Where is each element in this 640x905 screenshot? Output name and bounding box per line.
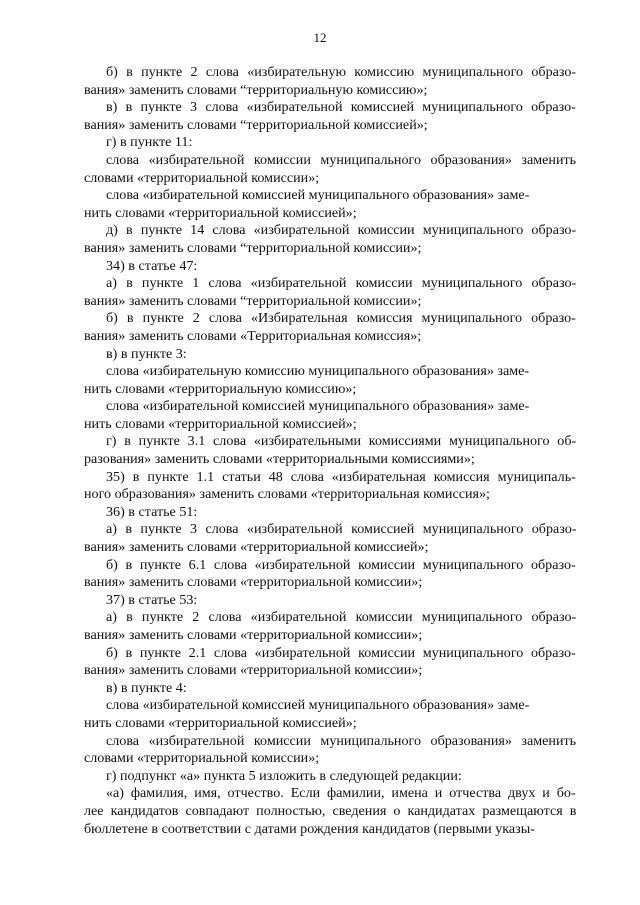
paragraph-p13 bbox=[84, 433, 576, 468]
text-line: вания» заменить словами «территориальной комиссии»; bbox=[84, 574, 423, 591]
text-line: нить словами «территориальной комиссией»; bbox=[84, 204, 357, 221]
paragraph-p11 bbox=[84, 363, 576, 398]
text-line: б) в пункте 2 слова «Избирательная комиссия муниципального образо- bbox=[106, 310, 576, 327]
text-line: б) в пункте 6.1 слова «избирательной комиссии муниципального образо- bbox=[106, 556, 576, 573]
paragraph-p22 bbox=[84, 697, 576, 732]
text-line: вания» заменить словами “территориальной комиссией»; bbox=[84, 116, 428, 133]
text-line: а) в пункте 2 слова «избирательной комиссии муниципального образо- bbox=[106, 609, 577, 626]
paragraph-p23 bbox=[84, 733, 576, 768]
text-line: 35) в пункте 1.1 статьи 48 слова «избирательная комиссия муниципаль- bbox=[106, 468, 576, 485]
text-line: слова «избирательной комиссией муниципального образования» заме- bbox=[106, 187, 530, 204]
paragraph-p9 bbox=[84, 310, 576, 345]
text-line: г) в пункте 3.1 слова «избирательными комиссиями муниципального об- bbox=[106, 433, 577, 450]
text-line: вания» заменить словами “территориальную комиссию»; bbox=[84, 81, 428, 98]
text-line: нить словами «территориальной комиссией»; bbox=[84, 415, 357, 432]
text-line: в) в пункте 3 слова «избирательной комиссией муниципального образо- bbox=[106, 99, 576, 116]
text-line: вания» заменить словами «территориальной комиссии»; bbox=[84, 627, 423, 643]
text-line: вания» заменить словами «Территориальная комиссия»; bbox=[84, 327, 422, 344]
text-line: вания» заменить словами «территориальной комиссией»; bbox=[84, 539, 429, 556]
paragraph-p21 bbox=[84, 680, 576, 698]
paragraph-p25 bbox=[84, 785, 576, 838]
paragraph-p14 bbox=[84, 469, 576, 504]
text-line: 37) в статье 53: bbox=[106, 591, 198, 608]
text-line: слова «избирательную комиссию муниципального образования» заме- bbox=[106, 363, 530, 380]
text-line: нить словами «территориальную комиссию»; bbox=[84, 380, 357, 397]
text-line: слова «избирательной комиссии муниципального образования» заменить bbox=[106, 151, 577, 168]
paragraph-p1 bbox=[84, 64, 576, 99]
text-line: б) в пункте 2.1 слова «избирательной комиссии муниципального образо- bbox=[106, 644, 576, 661]
paragraph-p10 bbox=[84, 346, 576, 364]
text-line: слова «избирательной комиссией муниципального образования» заме- bbox=[106, 697, 530, 714]
text-line: б) в пункте 2 слова «избирательную комиссию муниципального образо- bbox=[106, 64, 577, 80]
text-line: вания» заменить словами “территориальной комиссии»; bbox=[84, 292, 422, 309]
text-line: разования» заменить словами «территориальными комиссиями»; bbox=[84, 451, 475, 468]
paragraph-p19 bbox=[84, 609, 576, 644]
paragraph-p16 bbox=[84, 521, 576, 556]
page-number: 12 bbox=[313, 30, 327, 45]
text-line: бюллетене в соответствии с датами рождения кандидатов (первыми указы- bbox=[84, 820, 535, 837]
text-line: «а) фамилия, имя, отчество. Если фамилии, имена и отчества двух и бо- bbox=[106, 785, 576, 802]
paragraph-p3 bbox=[84, 134, 576, 152]
text-line: вания» заменить словами “территориальной комиссии»; bbox=[84, 239, 422, 256]
paragraph-p7 bbox=[84, 258, 576, 276]
text-line: г) в пункте 11: bbox=[106, 134, 193, 151]
text-line: г) подпункт «а» пункта 5 изложить в следующей редакции: bbox=[106, 767, 462, 784]
paragraph-p12 bbox=[84, 398, 576, 433]
text-line: ного образования» заменить словами «территориальная комиссия»; bbox=[84, 486, 490, 503]
paragraph-p4 bbox=[84, 152, 576, 187]
text-line: 34) в статье 47: bbox=[106, 257, 198, 274]
paragraph-p15 bbox=[84, 504, 576, 522]
text-line: а) в пункте 3 слова «избирательной комиссией муниципального образо- bbox=[106, 521, 577, 538]
paragraph-p8 bbox=[84, 275, 576, 310]
paragraph-p17 bbox=[84, 557, 576, 592]
paragraph-p2 bbox=[84, 99, 576, 134]
document-body bbox=[84, 64, 576, 838]
text-line: слова «избирательной комиссией муниципального образования» заме- bbox=[106, 398, 530, 415]
text-line: в) в пункте 3: bbox=[106, 345, 187, 362]
text-line: нить словами «территориальной комиссией»; bbox=[84, 714, 357, 731]
text-line: словами «территориальной комиссии»; bbox=[84, 750, 320, 767]
text-line: в) в пункте 4: bbox=[106, 679, 187, 696]
paragraph-p20 bbox=[84, 645, 576, 680]
text-line: 36) в статье 51: bbox=[106, 503, 198, 520]
paragraph-p24 bbox=[84, 768, 576, 786]
text-line: д) в пункте 14 слова «избирательной комиссии муниципального образо- bbox=[106, 222, 577, 239]
text-line: а) в пункте 1 слова «избирательной комиссии муниципального образо- bbox=[106, 275, 577, 292]
paragraph-p6 bbox=[84, 222, 576, 257]
paragraph-p18 bbox=[84, 592, 576, 610]
text-line: слова «избирательной комиссии муниципального образования» заменить bbox=[106, 732, 577, 749]
text-line: лее кандидатов совпадают полностью, сведения о кандидатах размещаются в bbox=[84, 802, 577, 819]
text-line: вания» заменить словами «территориальной комиссии»; bbox=[84, 662, 423, 679]
text-line: словами «территориальной комиссии»; bbox=[84, 169, 320, 186]
paragraph-p5 bbox=[84, 187, 576, 222]
